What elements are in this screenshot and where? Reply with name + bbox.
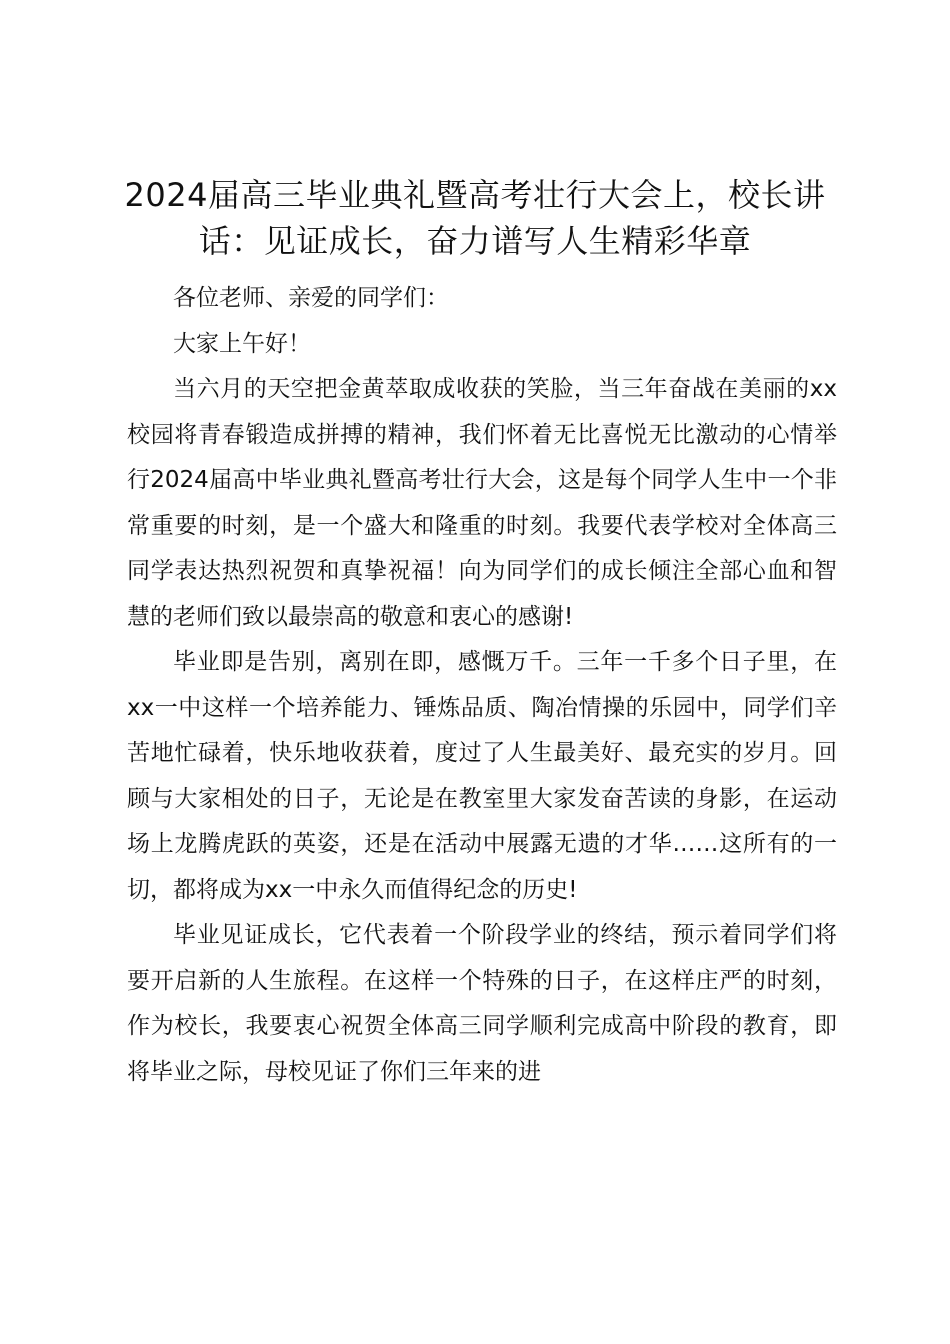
greeting-line: 各位老师、亲爱的同学们： [173,285,449,311]
paragraph-3: 毕业见证成长，它代表着一个阶段学业的终结，预示着同学们将要开启新的人生旅程。在这样一个特殊的日子，在这样庄严的时刻，作为校长，我要衷心祝贺全体高三同学顺利完成高中阶段的教育，即将毕业之际，母校见证了你们三年来的进 [127,922,837,1085]
paragraph-2: 毕业即是告别，离别在即，感慨万千。三年一千多个日子里，在xx一中这样一个培养能力、锤炼品质、陶冶情操的乐园中，同学们辛苦地忙碌着，快乐地收获着，度过了人生最美好、最充实的岁月。回顾与大家相处的日子，无论是在教室里大家发奋苦读的身影，在运动场上龙腾虎跃的英姿，还是在活动中展露无遗的才华……这所有的一切，都将成为xx一中永久而值得纪念的历史! [127,649,837,903]
document-body [127,276,837,1095]
salutation-line: 大家上午好！ [173,330,311,357]
document-title: 2024届高三毕业典礼暨高考壮行大会上，校长讲话：见证成长，奋力谱写人生精彩华章 [124,176,826,260]
paragraph-1: 当六月的天空把金黄萃取成收获的笑脸，当三年奋战在美丽的xx校园将青春锻造成拼搏的精神，我们怀着无比喜悦无比激动的心情举行2024届高中毕业典礼暨高考壮行大会，这是每个同学人生中一个非常重要的时刻，是一个盛大和隆重的时刻。我要代表学校对全体高三同学表达热烈祝贺和真挚祝福！向为同学们的成长倾注全部心血和智慧的老师们致以最崇高的敬意和衷心的感谢! [127,376,837,630]
